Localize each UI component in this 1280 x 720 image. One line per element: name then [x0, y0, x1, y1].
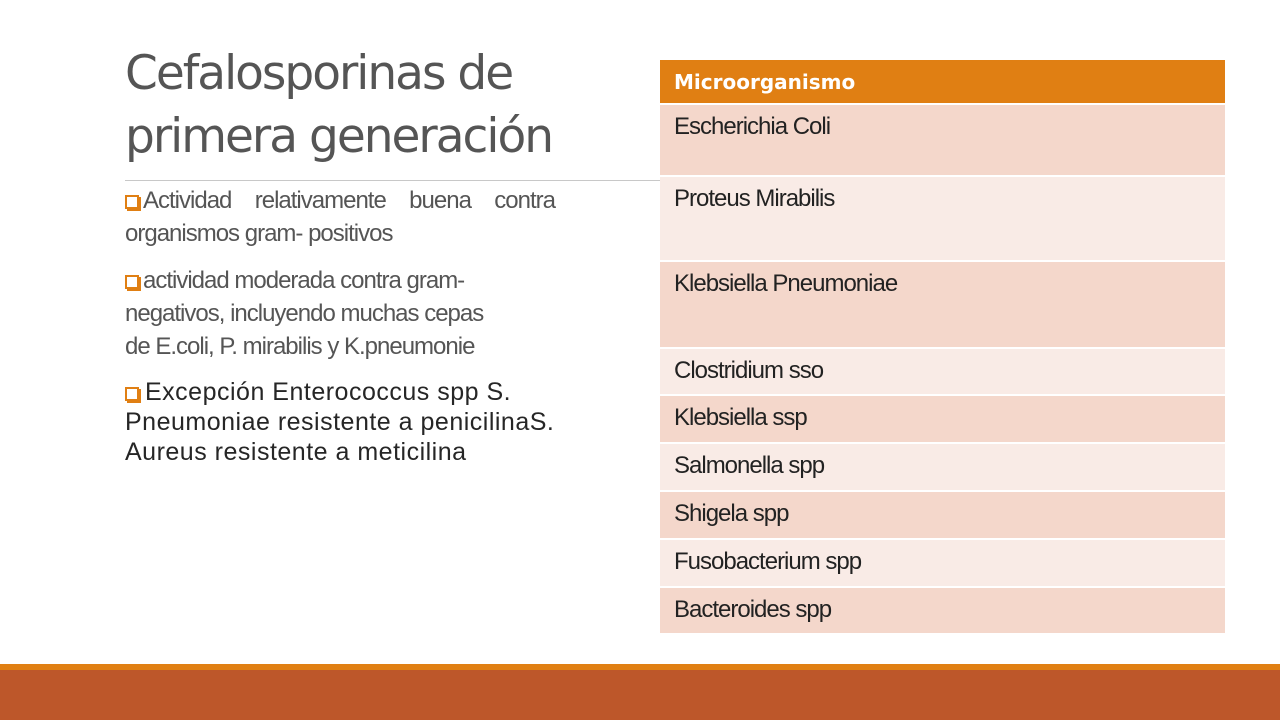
checkbox-bullet-icon: [125, 275, 139, 289]
table-row: Fusobacterium spp: [660, 540, 1225, 588]
slide-title: [125, 42, 645, 168]
table-row: Klebsiella ssp: [660, 396, 1225, 444]
bullet-item-2: [125, 264, 505, 363]
title-divider: [125, 180, 660, 181]
bullet-item-1: [125, 184, 555, 250]
table-row: Shigela spp: [660, 492, 1225, 540]
table-row: Proteus Mirabilis: [660, 177, 1225, 262]
table-row: Escherichia Coli: [660, 105, 1225, 177]
table-row: Bacteroides spp: [660, 588, 1225, 635]
table-header: Microorganismo: [660, 60, 1225, 105]
table-row: Klebsiella Pneumoniae: [660, 262, 1225, 349]
microorganism-table: [660, 60, 1225, 635]
table-row: Clostridium sso: [660, 349, 1225, 396]
table-row: Salmonella spp: [660, 444, 1225, 492]
title-line-2: primera generación: [125, 109, 553, 164]
bullet-text-2: actividad moderada contra gram- negativos, incluyendo muchas cepas de E.coli, P. mirabilis y K.pneumonie: [125, 267, 484, 360]
title-line-1: Cefalosporinas de: [125, 46, 513, 101]
bullet-text-3: Excepción Enterococcus spp S. Pneumoniae resistente a penicilinaS. Aureus resistente a meticilina: [125, 378, 555, 466]
bullet-text-1: Actividad relativamente buena contra organismos gram- positivos: [125, 187, 555, 247]
checkbox-bullet-icon: [125, 387, 139, 401]
bullet-item-3: [125, 377, 555, 467]
checkbox-bullet-icon: [125, 195, 139, 209]
footer-bar: [0, 670, 1280, 720]
bullet-list: [125, 184, 555, 467]
